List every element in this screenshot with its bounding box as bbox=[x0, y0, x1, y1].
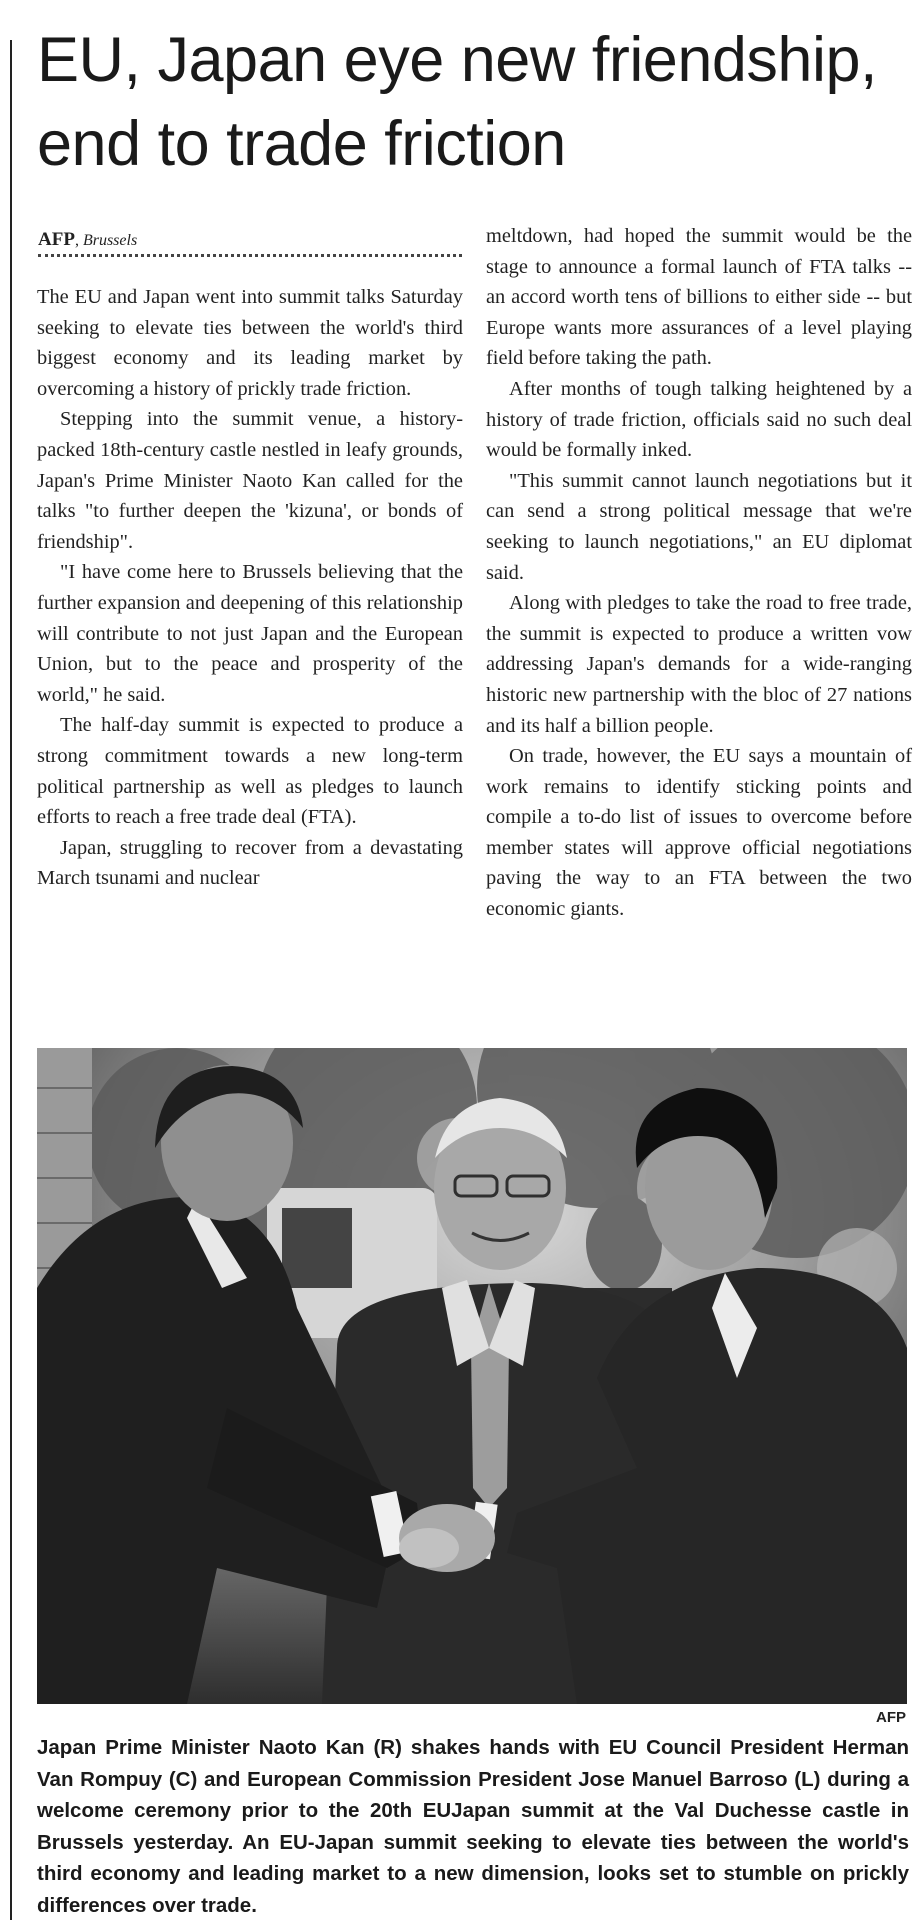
photo-caption: Japan Prime Minister Naoto Kan (R) shakes hands with EU Council President Herman Van Rompuy (C) and European Commission President Jose Manuel Barroso (L) during a welcome ceremony prior to the 20th EUJapan summit at the Val Duchesse castle in Brussels yesterday. An EU-Japan summit seeking to elevate ties between the world's third economy and leading market to a new dimension, looks set to stumble on prickly differences over trade. bbox=[37, 1736, 909, 1917]
news-photo bbox=[37, 1048, 907, 1704]
paragraph: "This summit cannot launch negotiations but it can send a strong political message that we're seeking to launch negotiations," an EU diplomat said. bbox=[486, 469, 912, 584]
byline-agency: AFP bbox=[38, 229, 75, 250]
paragraph: After months of tough talking heightened by a history of trade friction, officials said no such deal would be formally inked. bbox=[486, 377, 912, 462]
paragraph: Japan, struggling to recover from a devastating March tsunami and nuclear bbox=[37, 836, 463, 890]
byline bbox=[38, 229, 137, 251]
paragraph: Stepping into the summit venue, a history-packed 18th-century castle nestled in leafy grounds, Japan's Prime Minister Naoto Kan called for the talks "to further deepen the 'kizuna', or bonds of friendship". bbox=[37, 408, 463, 553]
paragraph: "I have come here to Brussels believing that the further expansion and deepening of this relationship will contribute to not just Japan and the European Union, but to the peace and prosperity of the world," he said. bbox=[37, 561, 463, 706]
byline-location: Brussels bbox=[82, 232, 138, 249]
paragraph: On trade, however, the EU says a mountain of work remains to identify sticking points and compile a to-do list of issues to overcome before member states will approve official negotiations paving the way to an FTA between the two economic giants. bbox=[486, 745, 912, 921]
photo-credit: AFP bbox=[876, 1709, 906, 1726]
byline-separator: , bbox=[74, 232, 83, 249]
headline: EU, Japan eye new friendship, end to trade friction bbox=[37, 25, 877, 179]
article-column-1 bbox=[37, 282, 463, 894]
column-rule bbox=[10, 40, 12, 1920]
article-column-2 bbox=[486, 221, 912, 925]
paragraph: meltdown, had hoped the summit would be the stage to announce a formal launch of FTA talks -- an accord worth tens of billions to either side -- but Europe wants more assurances of a level playing field before taking the path. bbox=[486, 225, 912, 370]
paragraph: The half-day summit is expected to produce a strong commitment towards a new long-term political partnership as well as pledges to launch efforts to reach a free trade deal (FTA). bbox=[37, 714, 463, 829]
paragraph: Along with pledges to take the road to free trade, the summit is expected to produce a written vow addressing Japan's demands for a wide-ranging historic new partnership with the bloc of 27 nations and its half a billion people. bbox=[486, 592, 912, 737]
photo-illustration bbox=[37, 1048, 907, 1704]
dotted-divider bbox=[38, 254, 462, 257]
paragraph: The EU and Japan went into summit talks Saturday seeking to elevate ties between the world's third biggest economy and its leading market by overcoming a history of prickly trade friction. bbox=[37, 286, 463, 400]
